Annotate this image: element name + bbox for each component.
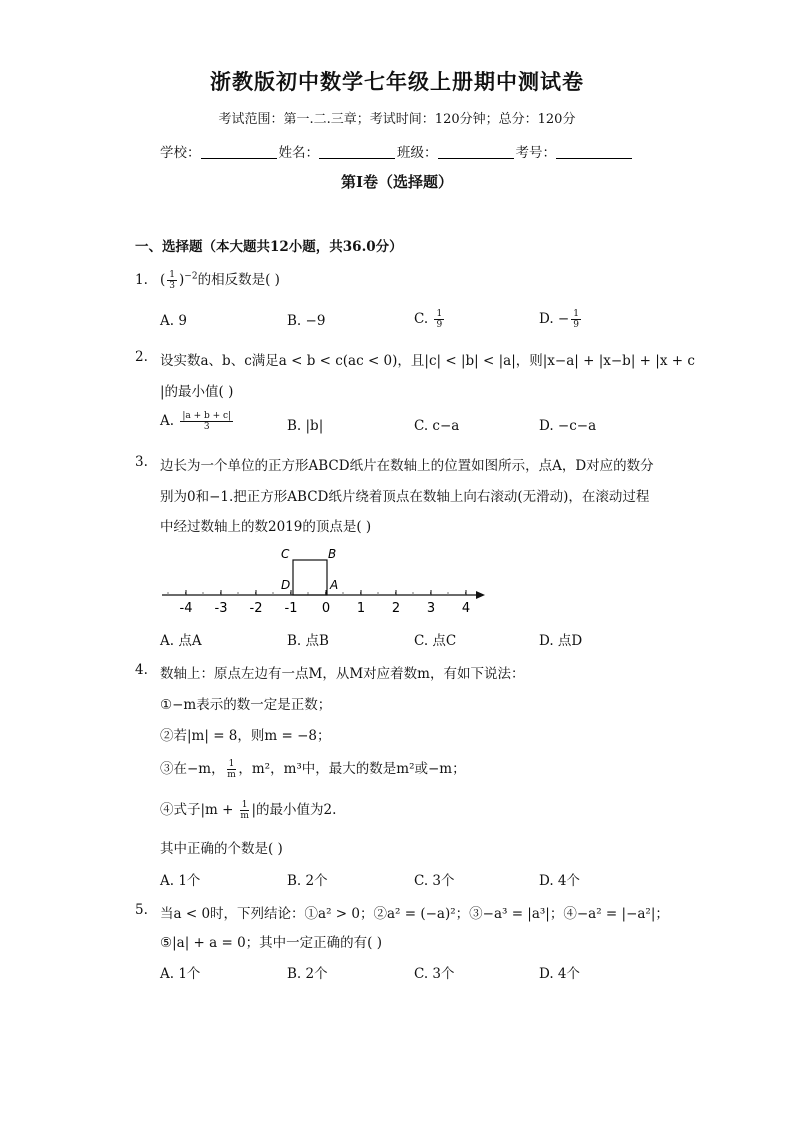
q3-option-c[interactable]: C. 点C [414,633,457,649]
q2-stem-line1: 设实数a、b、c满足a < b < c(ac < 0)，且|c| < |b| < |a|，则|x−a| + |x−b| + |x + c [160,353,695,369]
q1-number: 1. [135,272,148,288]
q5-option-b[interactable]: B. 2个 [287,966,328,982]
name-label: 姓名： [278,145,319,161]
q2-option-d[interactable]: D. −c−a [539,418,597,434]
exam-title: 浙教版初中数学七年级上册期中测试卷 [210,69,584,94]
tick-label: 3 [426,601,436,616]
q5-stem-line2: ⑤|a| + a = 0；其中一定正确的有( ) [160,935,382,951]
tick-label: -4 [179,601,193,616]
vertex-label-b: B [328,547,337,561]
id-blank[interactable] [556,145,632,159]
class-label: 班级： [397,145,438,161]
q3-option-d[interactable]: D. 点D [539,633,583,649]
volume-title: 第Ⅰ卷（选择题） [340,173,454,191]
q4-statement-4: ④式子|m + $\frac{1}{m}$ |的最小值为2. [160,800,337,821]
q4-stem-line1: 数轴上：原点左边有一点M，从M对应着数m，有如下说法： [160,666,525,682]
q3-option-b[interactable]: B. 点B [287,633,329,649]
q4-statement-1: ①−m表示的数一定是正数； [160,697,332,713]
square-abcd [293,560,327,595]
q5-number: 5. [135,902,148,918]
q5-option-d[interactable]: D. 4个 [539,966,581,982]
section-title: 一、选择题（本大题共12小题，共36.0分） [135,239,403,255]
tick-label: 2 [391,601,401,616]
q2-number: 2. [135,349,148,365]
q3-stem-line2: 别为0和−1.把正方形ABCD纸片绕着顶点在数轴上向右滚动(无滑动)，在滚动过程 [160,489,650,505]
q3-number: 3. [135,454,148,470]
vertex-label-a: A [330,578,339,592]
id-label: 考号： [515,145,556,161]
q4-statement-2: ②若|m| = 8，则m = −8； [160,728,331,744]
q3-option-a[interactable]: A. 点A [160,633,202,649]
q4-statement-3: ③在−m， $\frac{1}{m}$ ，m²，m³中，最大的数是m²或−m； [160,759,466,780]
q3-stem-line3: 中经过数轴上的数2019的顶点是( ) [160,519,372,535]
q1-option-a[interactable]: A. 9 [160,313,187,329]
q4-option-a[interactable]: A. 1个 [160,873,201,889]
tick-label: -1 [284,601,298,616]
q1-option-b[interactable]: B. −9 [287,313,326,329]
vertex-label-c: C [281,547,290,561]
number-line-figure [150,540,500,620]
vertex-label-d: D [281,578,291,592]
q3-stem-line1: 边长为一个单位的正方形ABCD纸片在数轴上的位置如图所示，点A，D对应的数分 [160,458,654,474]
q2-option-c[interactable]: C. c−a [414,418,460,434]
q5-option-c[interactable]: C. 3个 [414,966,455,982]
exam-subtitle: 考试范围：第一.二.三章；考试时间：120分钟；总分：120分 [218,112,576,127]
tick-label: -3 [214,601,228,616]
tick-label: 0 [321,601,331,616]
q4-number: 4. [135,662,148,678]
tick-label: -2 [249,601,263,616]
tick-group [168,590,470,616]
school-label: 学校： [160,145,201,161]
class-blank[interactable] [438,145,514,159]
tick-label: 1 [356,601,366,616]
q5-option-a[interactable]: A. 1个 [160,966,201,982]
q2-option-a[interactable]: A. $\frac{|a + b + c|}{3}$ [160,411,232,432]
tick-label: 4 [461,601,471,616]
student-info-row [160,141,634,161]
q4-option-b[interactable]: B. 2个 [287,873,328,889]
school-blank[interactable] [201,145,277,159]
q1-option-d[interactable]: D. − $\frac{1}{9}$ [539,309,579,330]
axis-arrow [476,591,485,599]
q1-stem: ( $\frac{1}{3}$ )$^{-2}$的相反数是( ) [160,270,280,291]
q1-option-c[interactable]: C. $\frac{1}{9}$ [414,309,443,330]
q4-option-c[interactable]: C. 3个 [414,873,455,889]
q2-stem-line2: |的最小值( ) [160,384,234,400]
name-blank[interactable] [319,145,395,159]
q5-stem-line1: 当a < 0时，下列结论：①a² > 0；②a² = (−a)²；③−a³ = |a³|；④−a² = |−a²|； [160,906,669,922]
q4-question: 其中正确的个数是( ) [160,841,283,857]
q2-option-b[interactable]: B. |b| [287,418,324,434]
q4-option-d[interactable]: D. 4个 [539,873,581,889]
